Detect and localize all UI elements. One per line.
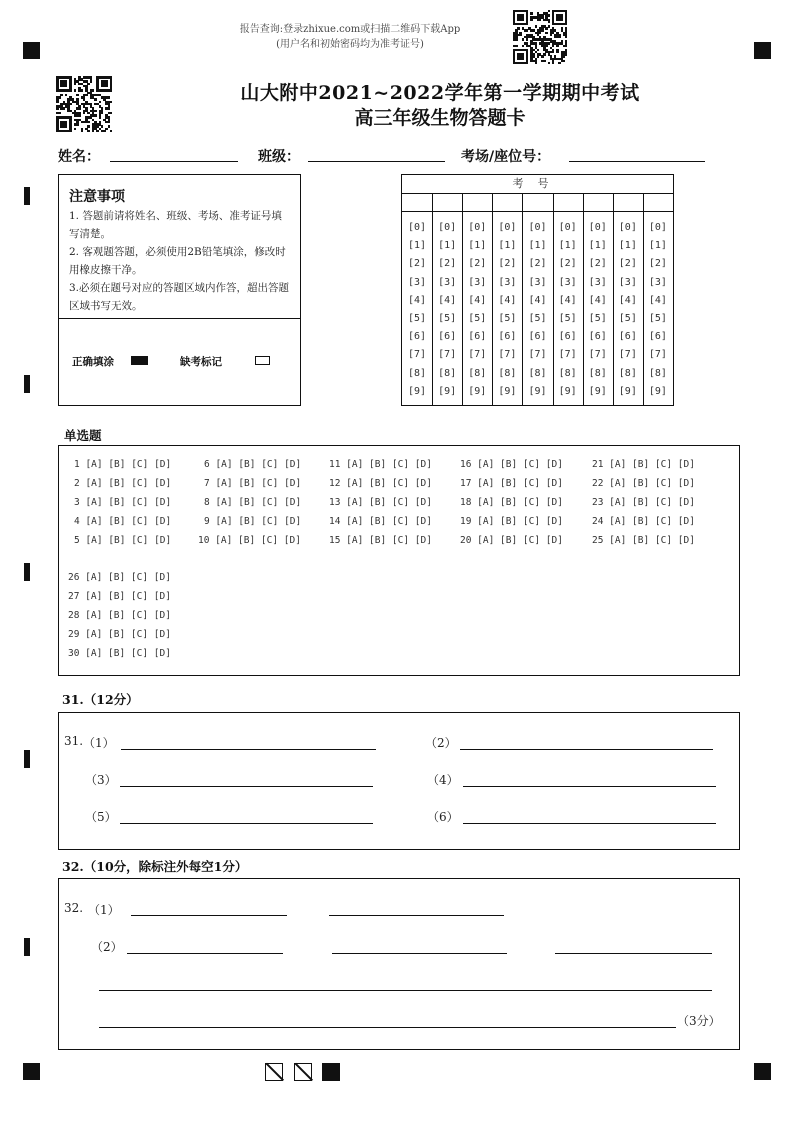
qr-module [552,62,554,64]
qr-module [65,125,68,128]
qr-module [58,112,61,115]
qr-module [548,25,550,27]
qr-module [563,60,565,62]
q31-answer-box [58,712,740,850]
digit-bubble[interactable]: [1] [468,240,487,252]
qr-module [110,130,112,132]
exam-number-header: 考号 [402,175,673,194]
correct-fill-sample [131,356,148,365]
correct-fill-label: 正确填涂 [72,356,114,368]
digit-bubble[interactable]: [6] [648,331,667,343]
qr-module [94,114,97,117]
digit-bubble[interactable]: [5] [588,313,607,325]
digit-bubble[interactable]: [0] [588,222,607,233]
digit-bubble[interactable]: [5] [408,313,427,325]
digit-bubble[interactable]: [7] [618,349,637,361]
digit-bubble[interactable]: [9] [558,385,577,397]
qr-module [561,19,563,21]
qr-module [56,101,59,104]
qr-module [74,83,77,86]
digit-bubble[interactable]: [4] [468,294,487,306]
mc-question-7[interactable]: 7 [A] [B] [C] [D] [204,478,302,489]
q31-answer-line-1[interactable] [121,749,376,750]
mc-question-2[interactable]: 2 [A] [B] [C] [D] [74,478,172,489]
qr-module [522,38,524,40]
digit-bubble[interactable]: [9] [618,385,637,397]
qr-module [87,121,90,124]
qr-module [60,94,63,97]
digit-bubble[interactable]: [7] [408,349,427,361]
mc-question-21[interactable]: 21 [A] [B] [C] [D] [592,459,695,470]
qr-module [565,23,567,25]
digit-bubble[interactable]: [4] [648,294,667,306]
qr-module [526,38,528,40]
qr-module [69,130,72,132]
qr-module [99,116,102,119]
q32-answer-line-1a[interactable] [131,915,287,916]
digit-bubble[interactable]: [2] [648,258,667,270]
qr-module [81,130,84,132]
exam-number-column[interactable] [613,219,643,401]
q32-answer-line-2a[interactable] [127,953,283,954]
qr-module [565,36,567,38]
digit-bubble[interactable]: [8] [648,367,667,379]
qr-module [558,36,560,38]
qr-module [543,60,545,62]
mc-question-29[interactable]: 29 [A] [B] [C] [D] [68,629,171,640]
report-note-line1: 报告查询:登录zhixue.com或扫描二维码下载App [239,24,461,35]
q31-answer-line-6[interactable] [463,823,716,824]
digit-bubble[interactable]: [0] [558,222,577,233]
q31-label-3: （3） [85,773,117,787]
qr-module [85,94,88,97]
digit-bubble[interactable]: [7] [498,349,517,361]
mc-question-1[interactable]: 1 [A] [B] [C] [D] [74,459,172,470]
digit-bubble[interactable]: [4] [618,294,637,306]
q32-answer-line-3[interactable] [99,990,712,991]
qr-module [92,89,95,92]
digit-bubble[interactable]: [8] [618,367,637,379]
side-mark [24,375,30,393]
mc-question-20[interactable]: 20 [A] [B] [C] [D] [460,535,563,546]
digit-bubble[interactable]: [0] [468,222,487,233]
digit-bubble[interactable]: [2] [468,258,487,270]
qr-module [539,19,541,21]
side-mark [24,938,30,956]
q31-answer-line-2[interactable] [460,749,713,750]
page-marker-filled [322,1063,340,1081]
exam-title: 山大附中2021~2022学年第一学期期中考试 [240,82,640,104]
notice-line: 3.必须在题号对应的答题区域内作答，超出答题区域书写无效。 [69,282,290,312]
q31-label-2: （2） [425,736,457,750]
digit-bubble[interactable]: [2] [408,258,427,270]
class-label: 班级： [258,149,300,165]
digit-bubble[interactable]: [9] [468,385,487,397]
exam-number-column[interactable] [462,219,492,401]
qr-module [522,45,524,47]
q31-answer-line-5[interactable] [120,823,373,824]
report-note-line2: (用户名和初始密码均为准考证号) [276,39,424,50]
mc-question-14[interactable]: 14 [A] [B] [C] [D] [329,516,432,527]
mc-question-3[interactable]: 3 [A] [B] [C] [D] [74,497,172,508]
q31-label-5: （5） [85,810,117,824]
mc-question-10[interactable]: 10 [A] [B] [C] [D] [198,535,301,546]
corner-marker-bottom-right [754,1063,771,1080]
digit-bubble[interactable]: [0] [528,222,547,233]
digit-bubble[interactable]: [6] [618,331,637,343]
digit-bubble[interactable]: [3] [528,276,547,288]
qr-module [565,45,567,47]
notice-title: 注意事项 [69,189,125,205]
mc-question-16[interactable]: 16 [A] [B] [C] [D] [460,459,563,470]
qr-module [108,121,111,124]
qr-module [65,85,68,88]
qr-module [517,27,519,29]
q31-label-6: （6） [427,810,459,824]
q31-label-1: （1） [83,736,115,750]
report-note [210,22,490,52]
seat-label: 考场/座位号： [461,149,551,165]
mc-question-23[interactable]: 23 [A] [B] [C] [D] [592,497,695,508]
qr-module [530,12,532,14]
qr-module [94,98,97,101]
qr-module [545,27,547,29]
qr-module [548,62,550,64]
qr-module [69,103,72,106]
exam-number-column[interactable] [643,219,673,401]
mc-section-title: 单选题 [64,428,102,443]
digit-bubble[interactable]: [1] [618,240,637,252]
digit-bubble[interactable]: [3] [588,276,607,288]
qr-module [108,96,111,99]
digit-bubble[interactable]: [4] [498,294,517,306]
qr-module [543,53,545,55]
corner-marker-top-left [23,42,40,59]
digit-bubble[interactable]: [1] [528,240,547,252]
digit-bubble[interactable]: [9] [528,385,547,397]
digit-bubble[interactable]: [1] [558,240,577,252]
qr-module [541,55,543,57]
qr-module [526,62,528,64]
qr-module [58,96,61,99]
digit-bubble[interactable]: [8] [468,367,487,379]
qr-module [548,21,550,23]
name-label: 姓名： [58,149,100,165]
qr-module [92,130,95,132]
digit-bubble[interactable]: [7] [468,349,487,361]
digit-bubble[interactable]: [8] [438,367,457,379]
qr-module [87,130,90,132]
q31-label-4: （4） [427,773,459,787]
q32-label-1: （1） [88,903,120,917]
mc-question-25[interactable]: 25 [A] [B] [C] [D] [592,535,695,546]
qr-module [74,128,77,131]
qr-module [87,83,90,86]
digit-bubble[interactable]: [0] [438,222,457,233]
qr-code-icon[interactable] [513,10,567,64]
mc-question-27[interactable]: 27 [A] [B] [C] [D] [68,591,171,602]
digit-bubble[interactable]: [7] [438,349,457,361]
qr-module [81,89,84,92]
notice-text [69,207,291,315]
qr-module [522,19,524,21]
qr-module [76,94,79,97]
seat-field[interactable] [569,161,705,162]
digit-bubble[interactable]: [6] [528,331,547,343]
q31-title: 31.（12分） [62,692,139,707]
digit-bubble[interactable]: [5] [618,313,637,325]
qr-module [108,125,111,128]
qr-module [74,89,77,92]
qr-module [515,38,517,40]
digit-bubble[interactable]: [0] [648,222,667,233]
mc-question-6[interactable]: 6 [A] [B] [C] [D] [204,459,302,470]
qr-module [548,14,550,16]
qr-module [558,62,560,64]
qr-module [105,85,108,88]
digit-bubble[interactable]: [5] [648,313,667,325]
qr-module [537,55,539,57]
exam-subtitle: 高三年级生物答题卡 [354,107,526,129]
exam-number-column[interactable] [522,219,552,401]
digit-bubble[interactable]: [3] [468,276,487,288]
digit-bubble[interactable]: [0] [618,222,637,233]
digit-bubble[interactable]: [4] [588,294,607,306]
qr-module [519,34,521,36]
qr-module [552,45,554,47]
digit-bubble[interactable]: [3] [618,276,637,288]
qr-module [552,51,554,53]
qr-module [545,45,547,47]
notice-divider [58,318,301,319]
qr-module [563,55,565,57]
qr-module [96,130,99,132]
q31-answer-line-3[interactable] [120,786,373,787]
q32-answer-line-2c[interactable] [555,953,712,954]
side-mark [24,187,30,205]
digit-bubble[interactable]: [6] [408,331,427,343]
exam-number-entry-row[interactable] [402,211,673,212]
digit-bubble[interactable]: [3] [648,276,667,288]
digit-bubble[interactable]: [9] [588,385,607,397]
digit-bubble[interactable]: [9] [408,385,427,397]
q32-answer-line-4[interactable] [99,1027,676,1028]
absent-label: 缺考标记 [180,356,222,368]
qr-module [65,94,68,97]
q32-label-2: （2） [91,940,123,954]
mc-question-5[interactable]: 5 [A] [B] [C] [D] [74,535,172,546]
qr-module [565,53,567,55]
absent-checkbox[interactable] [255,356,270,365]
digit-bubble[interactable]: [0] [498,222,517,233]
qr-module [515,45,517,47]
exam-number-column[interactable] [583,219,613,401]
digit-bubble[interactable]: [3] [558,276,577,288]
mc-question-8[interactable]: 8 [A] [B] [C] [D] [204,497,302,508]
mc-question-24[interactable]: 24 [A] [B] [C] [D] [592,516,695,527]
digit-bubble[interactable]: [2] [498,258,517,270]
notice-line: 2. 客观题答题，必须使用2B铅笔填涂，修改时用橡皮擦干净。 [69,246,286,276]
digit-bubble[interactable]: [3] [408,276,427,288]
qr-module [83,112,86,115]
digit-bubble[interactable]: [8] [528,367,547,379]
q32-score-note: （3分） [677,1014,721,1028]
digit-bubble[interactable]: [5] [468,313,487,325]
qr-module [110,89,112,92]
digit-bubble[interactable]: [4] [408,294,427,306]
qr-module [535,25,537,27]
mc-question-22[interactable]: 22 [A] [B] [C] [D] [592,478,695,489]
qr-module [548,10,550,12]
class-field[interactable] [308,161,445,162]
side-mark [24,563,30,581]
qr-module [522,58,524,60]
digit-bubble[interactable]: [9] [498,385,517,397]
q32-answer-box [58,878,740,1050]
digit-bubble[interactable]: [3] [498,276,517,288]
mc-question-4[interactable]: 4 [A] [B] [C] [D] [74,516,172,527]
notice-line: 1. 答题前请将姓名、班级、考场、准考证号填写清楚。 [69,210,282,240]
digit-bubble[interactable]: [2] [558,258,577,270]
mc-question-26[interactable]: 26 [A] [B] [C] [D] [68,572,171,583]
digit-bubble[interactable]: [6] [438,331,457,343]
side-mark [24,750,30,768]
mc-question-17[interactable]: 17 [A] [B] [C] [D] [460,478,563,489]
digit-bubble[interactable]: [6] [498,331,517,343]
qr-module [78,114,81,117]
qr-module [76,123,79,126]
qr-module [90,80,93,83]
digit-bubble[interactable]: [7] [588,349,607,361]
digit-bubble[interactable]: [6] [468,331,487,343]
digit-bubble[interactable]: [2] [528,258,547,270]
digit-bubble[interactable]: [4] [438,294,457,306]
qr-module [99,101,102,104]
corner-marker-bottom-left [23,1063,40,1080]
page-marker-crossed [294,1063,312,1081]
digit-bubble[interactable]: [6] [558,331,577,343]
exam-number-column[interactable] [492,219,522,401]
qr-module [63,107,66,110]
qr-module [535,62,537,64]
digit-bubble[interactable]: [9] [648,385,667,397]
qr-module [548,42,550,44]
digit-bubble[interactable]: [8] [558,367,577,379]
digit-bubble[interactable]: [8] [588,367,607,379]
digit-bubble[interactable]: [4] [558,294,577,306]
qr-module [526,23,528,25]
qr-module [108,107,111,110]
digit-bubble[interactable]: [1] [438,240,457,252]
digit-bubble[interactable]: [8] [498,367,517,379]
mc-question-12[interactable]: 12 [A] [B] [C] [D] [329,478,432,489]
digit-bubble[interactable]: [3] [438,276,457,288]
exam-number-column[interactable] [553,219,583,401]
mc-question-28[interactable]: 28 [A] [B] [C] [D] [68,610,171,621]
qr-module [105,128,108,131]
mc-question-19[interactable]: 19 [A] [B] [C] [D] [460,516,563,527]
digit-bubble[interactable]: [1] [588,240,607,252]
digit-bubble[interactable]: [9] [438,385,457,397]
exam-number-column[interactable] [402,219,432,401]
qr-module [556,51,558,53]
digit-bubble[interactable]: [1] [498,240,517,252]
digit-bubble[interactable]: [2] [438,258,457,270]
qr-module [541,29,543,31]
qr-module [103,130,106,132]
exam-number-grid [401,174,674,406]
qr-module [78,107,81,110]
qr-module [101,112,104,115]
mc-question-13[interactable]: 13 [A] [B] [C] [D] [329,497,432,508]
mc-question-15[interactable]: 15 [A] [B] [C] [D] [329,535,432,546]
digit-bubble[interactable]: [1] [648,240,667,252]
qr-module [110,112,112,115]
digit-bubble[interactable]: [4] [528,294,547,306]
digit-bubble[interactable]: [1] [408,240,427,252]
qr-module [56,107,59,110]
qr-module [539,32,541,34]
exam-number-column[interactable] [432,219,462,401]
digit-bubble[interactable]: [6] [588,331,607,343]
digit-bubble[interactable]: [5] [558,313,577,325]
digit-bubble[interactable]: [7] [558,349,577,361]
qr-module [545,32,547,34]
mc-question-9[interactable]: 9 [A] [B] [C] [D] [204,516,302,527]
q32-answer-line-2b[interactable] [332,953,507,954]
q32-answer-line-1b[interactable] [329,915,504,916]
q32-number: 32. [64,901,84,915]
qr-module [550,34,552,36]
digit-bubble[interactable]: [5] [528,313,547,325]
q32-title: 32.（10分，除标注外每空1分） [62,859,248,874]
qr-module [87,125,90,128]
q31-number: 31. [64,734,84,748]
digit-bubble[interactable]: [7] [648,349,667,361]
q31-answer-line-4[interactable] [463,786,716,787]
qr-module [110,101,112,104]
qr-code-icon [56,76,112,132]
qr-module [101,125,104,128]
digit-bubble[interactable]: [2] [588,258,607,270]
digit-bubble[interactable]: [5] [438,313,457,325]
qr-module [526,29,528,31]
mc-question-30[interactable]: 30 [A] [B] [C] [D] [68,648,171,659]
mc-question-11[interactable]: 11 [A] [B] [C] [D] [329,459,432,470]
digit-bubble[interactable]: [0] [408,222,427,233]
name-field[interactable] [110,161,238,162]
qr-module [537,49,539,51]
digit-bubble[interactable]: [7] [528,349,547,361]
qr-module [94,110,97,113]
qr-module [556,45,558,47]
qr-module [530,19,532,21]
digit-bubble[interactable]: [8] [408,367,427,379]
page-marker-crossed [265,1063,283,1081]
digit-bubble[interactable]: [2] [618,258,637,270]
corner-marker-top-right [754,42,771,59]
digit-bubble[interactable]: [5] [498,313,517,325]
qr-module [69,89,72,92]
mc-question-18[interactable]: 18 [A] [B] [C] [D] [460,497,563,508]
